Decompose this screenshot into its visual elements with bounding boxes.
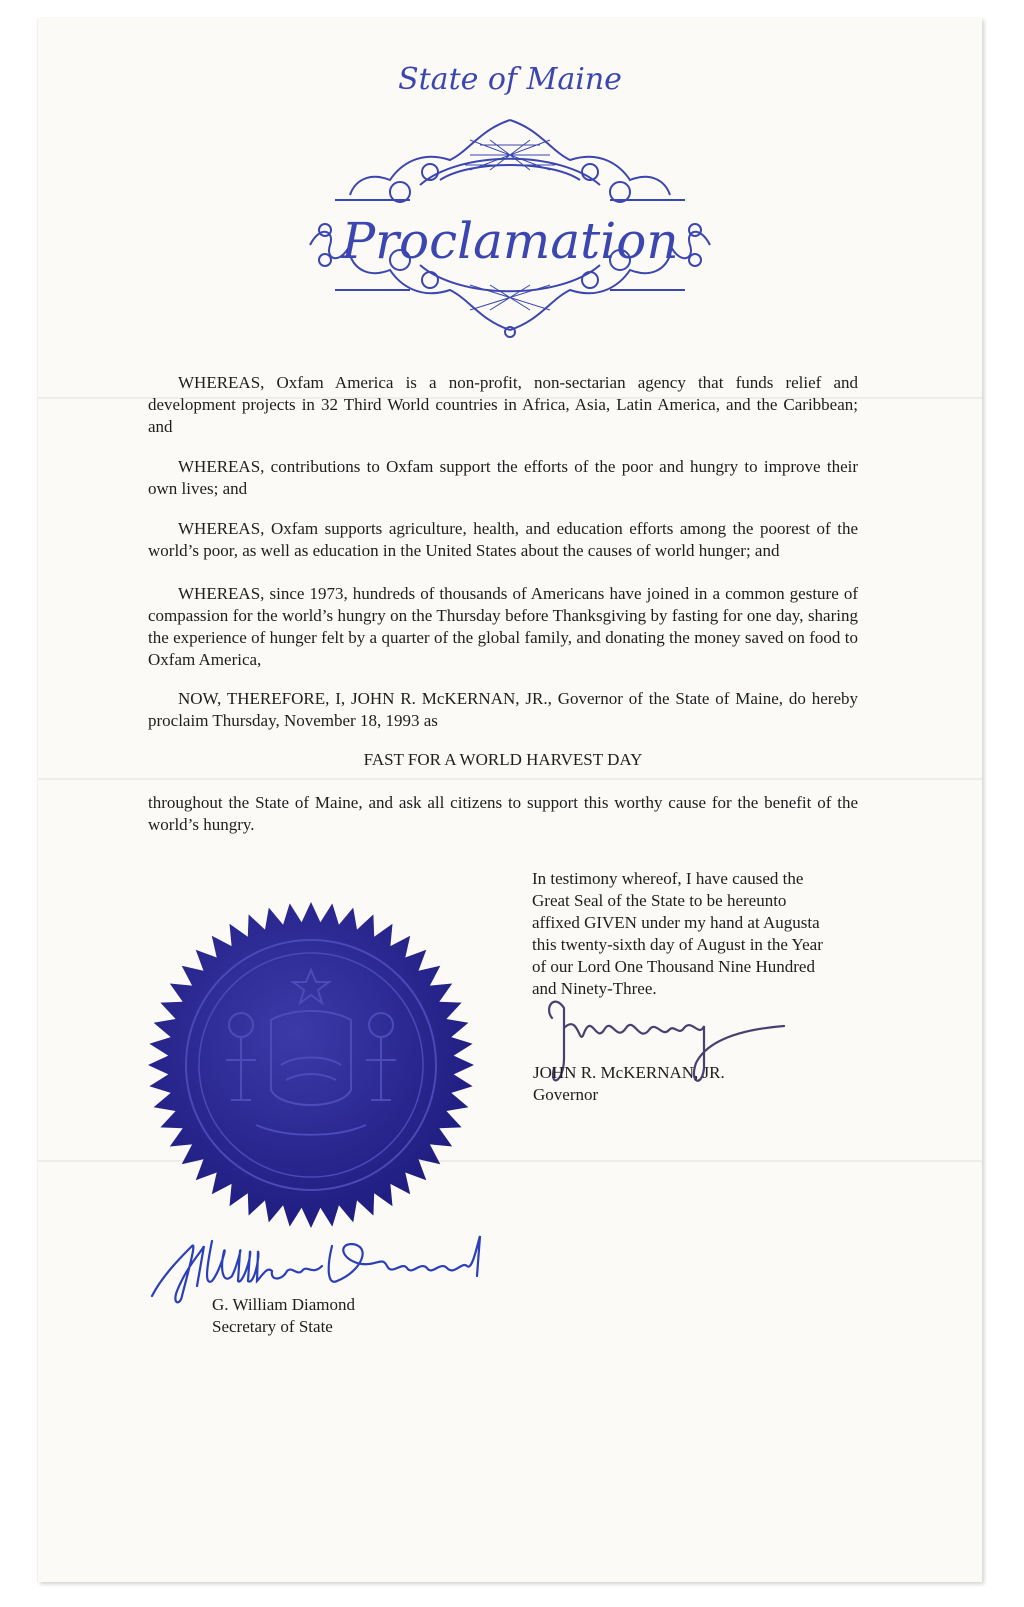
testimony-line: affixed GIVEN under my hand at Augusta [532,913,820,932]
proclaim-paragraph: NOW, THEREFORE, I, JOHN R. McKERNAN, JR., Governor of the State of Maine, do hereby proclaim Thursday, November 18, 1993 as [148,689,858,730]
fold-line-middle [38,778,982,780]
proclamation-title: Proclamation [341,212,679,270]
testimony-block [532,868,872,1000]
proclamation-sheet [38,18,982,1582]
testimony-line: of our Lord One Thousand Nine Hundred [532,957,815,976]
secretary-title: Secretary of State [212,1317,333,1336]
state-heading: State of Maine [398,62,622,97]
whereas-paragraph-3: WHEREAS, Oxfam supports agriculture, health, and education efforts among the poorest of the world’s poor, as well as education in the United States about the causes of world hunger; and [148,519,858,560]
proclamation-crest [300,110,720,340]
governor-title: Governor [533,1085,599,1104]
whereas-paragraph-1: WHEREAS, Oxfam America is a non-profit, non-sectarian agency that funds relief and development projects in 32 Third World countries in Africa, Asia, Latin America, and the Caribbean; and [148,373,858,436]
governor-name: JOHN R. McKERNAN, JR. [533,1063,725,1082]
testimony-line: and Ninety-Three. [532,979,657,998]
day-name: FAST FOR A WORLD HARVEST DAY [363,750,643,769]
whereas-paragraph-4: WHEREAS, since 1973, hundreds of thousands of Americans have joined in a common gesture of compassion for the world’s hungry on the Thursday before Thanksgiving by fasting for one day, sharing the experience of hunger felt by a quarter of the global family, and donating the money saved on food to Oxfam America, [148,584,858,669]
testimony-line: Great Seal of the State to be hereunto [532,891,787,910]
secretary-name: G. William Diamond [212,1295,356,1314]
closing-paragraph: throughout the State of Maine, and ask all citizens to support this worthy cause for the benefit of the world’s hungry. [148,793,858,834]
testimony-line: In testimony whereof, I have caused the [532,869,804,888]
great-seal-icon [146,900,476,1230]
whereas-paragraph-2: WHEREAS, contributions to Oxfam support the efforts of the poor and hungry to improve their own lives; and [148,457,858,498]
testimony-line: this twenty-sixth day of August in the Year [532,935,823,954]
